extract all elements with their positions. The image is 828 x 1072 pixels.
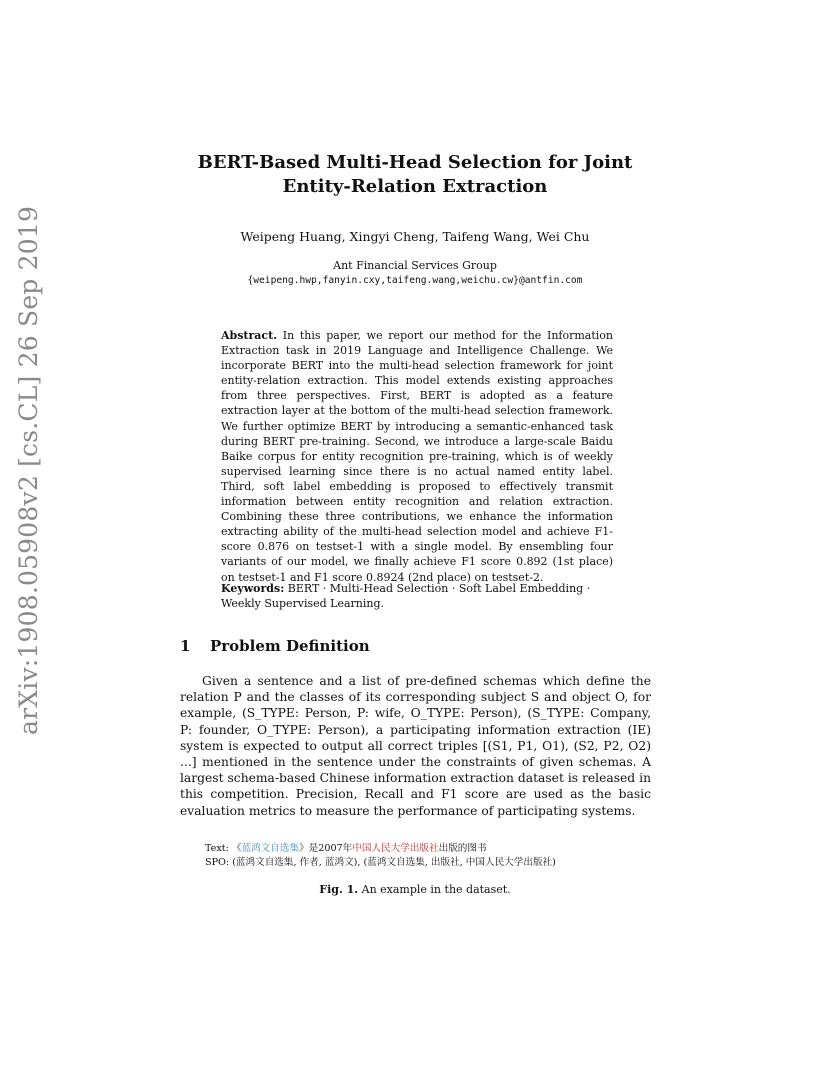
figure-text-label: Text: bbox=[205, 843, 229, 854]
keywords-label: Keywords: bbox=[221, 582, 285, 595]
section-paragraph: Given a sentence and a list of pre-defined schemas which define the relation P and the classes of its corresponding subject S and object O, for example, (S_TYPE: Person, P: wife, O_TYPE: Person), (S_TYPE: Company, P: founder, O_TYPE: Person), a participating information extraction (IE) system is expected to output all correct triples [(S1, P1, O1), (S2, P2, O2) ...] mentioned in the sentence under the constraints of given schemas. A largest schema-based Chinese information extraction dataset is released in this competition. Precision, Recall and F1 score are used as the basic evaluation metrics to measure the performance of participating systems. bbox=[180, 674, 651, 818]
figure-spo-value: (蓝鸿文自选集, 作者, 蓝鸿文), (蓝鸿文自选集, 出版社, 中国人民大学出版社) bbox=[232, 857, 556, 868]
figure-text-end: 出版的图书 bbox=[438, 843, 487, 854]
abstract-text: In this paper, we report our method for the Information Extraction task in 2019 Language and Intelligence Challenge. We incorporate BERT into the multi-head selection framework for joint entity-relation extraction. This model extends existing approaches from three perspectives. First, BERT is adopted as a feature extraction layer at the bottom of the multi-head selection framework. We further optimize BERT by introducing a semantic-enhanced task during BERT pre-training. Second, we introduce a large-scale Baidu Baike corpus for entity recognition pre-training, which is of weekly supervised learning since there is no actual named entity label. Third, soft label embedding is proposed to effectively transmit information between entity recognition and relation extraction. Combining these three contributions, we enhance the information extracting ability of the multi-head selection model and achieve F1-score 0.876 on testset-1 with a single model. By ensembling four variants of our model, we finally achieve F1 score 0.892 (1st place) on testset-1 and F1 score 0.8924 (2nd place) on testset-2. bbox=[221, 329, 614, 584]
abstract bbox=[221, 328, 613, 585]
author-emails: {weipeng.hwp,fanyin.cxy,taifeng.wang,weichu.cw}@antfin.com bbox=[247, 275, 583, 286]
section-number: 1 bbox=[180, 637, 191, 655]
caption-label: Fig. 1. bbox=[319, 883, 359, 896]
abstract-label: Abstract. bbox=[221, 329, 278, 342]
figure-text-middle: 》是2007年 bbox=[299, 843, 353, 854]
affiliation: Ant Financial Services Group bbox=[333, 259, 497, 272]
figure-spo-line bbox=[205, 856, 556, 870]
author-list: Weipeng Huang, Xingyi Cheng, Taifeng Wang, Wei Chu bbox=[240, 229, 590, 244]
figure-example bbox=[205, 842, 556, 870]
arxiv-identifier: arXiv:1908.05908v2 [cs.CL] 26 Sep 2019 bbox=[14, 205, 43, 735]
figure-spo-label: SPO: bbox=[205, 857, 230, 868]
figure-text-line bbox=[205, 842, 556, 856]
figure-text-open: 《 bbox=[231, 843, 242, 854]
keywords-text: BERT · Multi-Head Selection · Soft Label Embedding · Weekly Supervised Learning. bbox=[221, 582, 591, 611]
figure-text-subject: 蓝鸿文自选集 bbox=[241, 843, 300, 854]
keywords bbox=[221, 581, 613, 611]
figure-caption bbox=[150, 883, 680, 896]
figure-text-object: 中国人民大学出版社 bbox=[352, 843, 439, 854]
title-line-2: Entity-Relation Extraction bbox=[282, 176, 548, 197]
section-title: Problem Definition bbox=[210, 637, 370, 655]
title-line-1: BERT-Based Multi-Head Selection for Joint bbox=[197, 152, 633, 173]
caption-text: An example in the dataset. bbox=[361, 883, 511, 896]
section-heading bbox=[180, 637, 370, 655]
paper-title bbox=[150, 151, 680, 199]
